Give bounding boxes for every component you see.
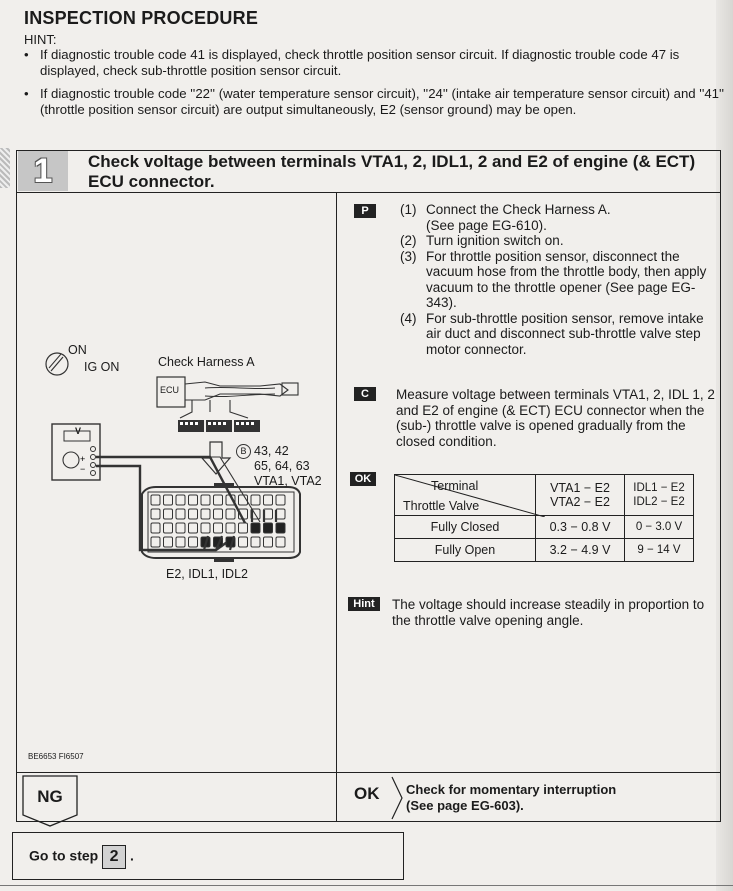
ig-on-label: IG ON	[84, 360, 120, 374]
connector-pin	[201, 509, 210, 519]
prep-item: (1) Connect the Check Harness A.	[400, 202, 611, 217]
check-tag: C	[354, 387, 376, 401]
goto-step-text: Go to step 2 .	[29, 845, 134, 869]
connector-pin	[164, 523, 173, 533]
connector-pin	[176, 523, 185, 533]
table-row: Fully Open 3.2 − 4.9 V 9 − 14 V	[395, 539, 694, 562]
connector-pin	[214, 495, 223, 505]
connector-pin	[276, 523, 285, 533]
connector-pin	[151, 537, 160, 547]
pins-label-3: VTA1, VTA2	[254, 474, 322, 488]
connector-pin	[164, 509, 173, 519]
ok-result-row	[336, 772, 721, 822]
connector-pin	[226, 509, 235, 519]
svg-text:−: −	[80, 464, 86, 474]
ok-result-text: Check for momentary interruption (See page EG-603).	[406, 782, 617, 813]
connector-pin	[189, 495, 198, 505]
ok-flow-label: OK	[354, 784, 380, 803]
table-row: Fully Closed 0.3 − 0.8 V 0 − 3.0 V	[395, 516, 694, 539]
connector-pin	[276, 495, 285, 505]
flow-arrow-icon	[390, 776, 404, 820]
goto-step-number: 2	[102, 845, 126, 869]
bottom-divider-left	[16, 772, 337, 773]
connector-pin	[201, 523, 210, 533]
connector-pin	[239, 537, 248, 547]
prep-item: (4) For sub-throttle position sensor, remove intake air duct and disconnect sub-throttle valve step motor connector.	[400, 310, 704, 357]
pins-label-2: 65, 64, 63	[254, 459, 310, 473]
connector-pin	[264, 523, 273, 533]
voltmeter-label: V	[75, 426, 82, 436]
hint-bullet-1: • If diagnostic trouble code 41 is displayed, check throttle position sensor circuit. If diagnostic trouble code 47 is displayed, check sub-throttle position sensor circuit.	[24, 47, 680, 78]
pins-label-1: 43, 42	[254, 444, 289, 458]
connector-pin	[276, 509, 285, 519]
connector-pin	[189, 509, 198, 519]
spec-col-vta: VTA1 − E2 VTA2 − E2	[536, 475, 625, 516]
harness-label: Check Harness A	[158, 355, 255, 369]
connector-pin	[164, 537, 173, 547]
on-label: ON	[68, 343, 87, 357]
connector-mark: B	[236, 444, 251, 459]
check-text: Measure voltage between terminals VTA1, 2, IDL 1, 2 and E2 of engine (& ECT) ECU connector when the (sub-) throttle valve is opened gradually from the closed condition.	[396, 387, 715, 449]
ng-flow-box	[22, 775, 76, 823]
hint-text: The voltage should increase steadily in proportion to the throttle valve opening angle.	[392, 597, 705, 628]
ng-flow-label: NG	[37, 787, 63, 806]
connector-pin	[176, 495, 185, 505]
prep-list	[400, 202, 718, 357]
connector-pin	[151, 523, 160, 533]
connector-pin	[164, 495, 173, 505]
margin-tab	[0, 148, 10, 188]
connector-pin	[214, 523, 223, 533]
hint-bullet-2: • If diagnostic trouble code ''22'' (water temperature sensor circuit), ''24'' (intake air temperature sensor circuit) and ''41'' (throttle position sensor circuit) are output simultaneously, E2 (sensor ground) may be open.	[24, 86, 725, 117]
spec-col-idl: IDL1 − E2 IDL2 − E2	[625, 475, 694, 516]
connector-pin	[214, 509, 223, 519]
figure-reference: BE6653 FI6507	[28, 752, 84, 761]
prep-item: (2) Turn ignition switch on.	[400, 233, 564, 248]
connector-pin	[176, 537, 185, 547]
connector-pin	[264, 495, 273, 505]
ecu-label: ECU	[160, 385, 180, 395]
goto-step-box	[12, 832, 404, 880]
hint-tag: Hint	[348, 597, 380, 611]
ignition-switch-icon	[46, 353, 68, 375]
spec-table	[394, 474, 694, 562]
page-heading: INSPECTION PROCEDURE	[24, 8, 259, 28]
step-divider	[16, 192, 721, 193]
connector-pin	[201, 495, 210, 505]
bullet-icon: •	[24, 47, 29, 62]
connector-pin	[189, 523, 198, 533]
prep-item: (See page EG-610).	[426, 217, 547, 233]
page-bottom-line	[0, 885, 733, 886]
connector-pin	[276, 537, 285, 547]
connector-pin	[176, 509, 185, 519]
step-number: 1	[18, 151, 68, 191]
connector-pin	[239, 523, 248, 533]
column-divider	[336, 192, 337, 822]
connector-pin	[189, 537, 198, 547]
spec-table-wrap	[394, 474, 694, 562]
prep-item: (3) For throttle position sensor, disconnect the vacuum hose from the throttle body, then apply vacuum to the throttle opener (See page EG-343).	[400, 248, 707, 310]
bullet-icon: •	[24, 86, 29, 101]
ground-pins-label: E2, IDL1, IDL2	[166, 567, 248, 581]
prep-tag: P	[354, 204, 376, 218]
connector-pin	[251, 523, 260, 533]
connector-pin	[151, 509, 160, 519]
connector-pin	[251, 495, 260, 505]
connector-pin	[151, 495, 160, 505]
hint-label: HINT:	[24, 32, 57, 47]
svg-text:+: +	[80, 454, 86, 464]
connector-pin	[226, 523, 235, 533]
connector-pin	[251, 537, 260, 547]
connector-pin	[264, 537, 273, 547]
spec-header-corner: Terminal Throttle Valve	[395, 475, 536, 516]
harness-connectors	[178, 420, 260, 432]
ok-tag: OK	[350, 472, 376, 486]
step-title: Check voltage between terminals VTA1, 2, IDL1, 2 and E2 of engine (& ECT) ECU connector.	[88, 152, 696, 191]
